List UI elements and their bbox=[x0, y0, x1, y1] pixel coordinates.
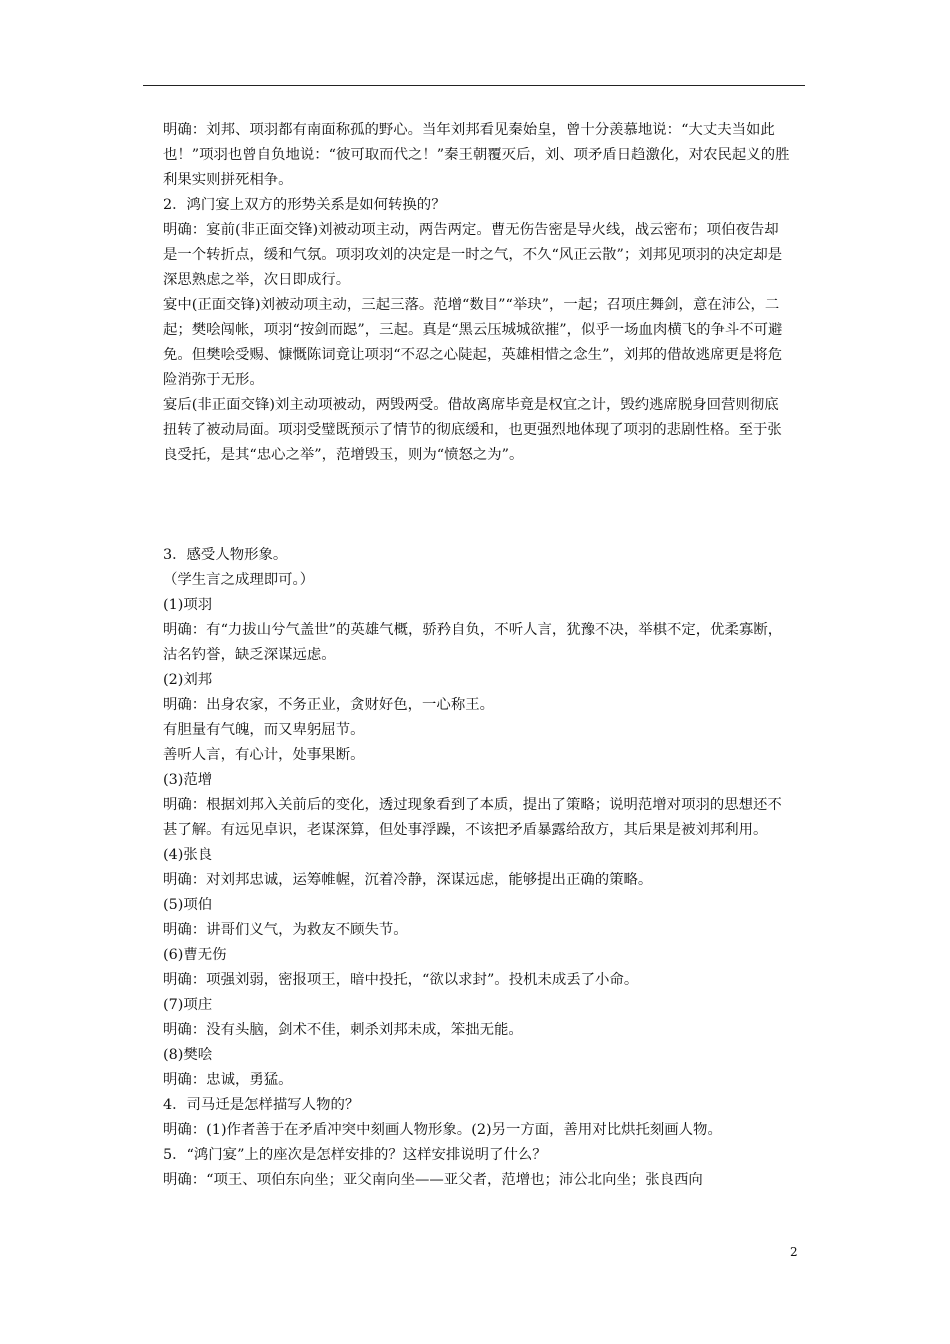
paragraph: 明确：出身农家，不务正业，贪财好色，一心称王。 bbox=[163, 697, 494, 713]
character-heading: (4)张良 bbox=[163, 847, 213, 863]
paragraph: 善听人言，有心计，处事果断。 bbox=[163, 747, 365, 763]
paragraph: 明确：刘邦、项羽都有南面称孤的野心。当年刘邦看见秦始皇，曾十分羡慕地说：“大丈夫当如此也！”项羽也曾自负地说：“彼可取而代之！”秦王朝覆灭后，刘、项矛盾日趋激化，对农民起义的胜利果实则拼死相争。 bbox=[163, 122, 790, 188]
paragraph: 明确：(1)作者善于在矛盾冲突中刻画人物形象。(2)另一方面，善用对比烘托刻画人物。 bbox=[163, 1122, 722, 1138]
document-body bbox=[163, 118, 793, 1193]
paragraph: 明确：没有头脑，剑术不佳，刺杀刘邦未成，笨拙无能。 bbox=[163, 1022, 523, 1038]
character-heading: (3)范增 bbox=[163, 772, 213, 788]
paragraph: 宴中(正面交锋)刘被动项主动，三起三落。范增“数目”“举玦”，一起；召项庄舞剑，意在沛公，二起；樊哙闯帐，项羽“按剑而跽”，三起。真是“黑云压城城欲摧”，似乎一场血肉横飞的争斗不可避免。但樊哙受赐、慷慨陈词竟让项羽“不忍之心陡起，英雄相惜之念生”，刘邦的借故逃席更是将危险消弥于无形。 bbox=[163, 297, 783, 388]
character-heading: (7)项庄 bbox=[163, 997, 213, 1013]
paragraph: 明确：忠诚，勇猛。 bbox=[163, 1072, 293, 1088]
paragraph: 明确：有“力拔山兮气盖世”的英雄气概，骄矜自负，不听人言，犹豫不决，举棋不定，优柔寡断，沽名钓誉，缺乏深谋远虑。 bbox=[163, 622, 783, 663]
question-heading: 5．“鸿门宴”上的座次是怎样安排的？这样安排说明了什么？ bbox=[163, 1147, 547, 1163]
character-heading: (1)项羽 bbox=[163, 597, 213, 613]
question-heading: 4．司马迁是怎样描写人物的？ bbox=[163, 1097, 360, 1113]
paragraph: 明确：讲哥们义气，为救友不顾失节。 bbox=[163, 922, 408, 938]
paragraph: 明确：根据刘邦入关前后的变化，透过现象看到了本质，提出了策略；说明范增对项羽的思想还不甚了解。有远见卓识，老谋深算，但处事浮躁，不该把矛盾暴露给敌方，其后果是被刘邦利用。 bbox=[163, 797, 782, 838]
paragraph: 有胆量有气魄，而又卑躬屈节。 bbox=[163, 722, 365, 738]
character-heading: (2)刘邦 bbox=[163, 672, 213, 688]
paragraph: 明确：宴前(非正面交锋)刘被动项主动，两告两定。曹无伤告密是导火线，战云密布；项伯夜告却是一个转折点，缓和气氛。项羽攻刘的决定是一时之气，不久“风正云散”；刘邦见项羽的决定却是深思熟虑之举，次日即成行。 bbox=[163, 222, 783, 288]
question-heading: 3．感受人物形象。 bbox=[163, 547, 288, 563]
paragraph: 明确：“项王、项伯东向坐；亚父南向坐——亚父者，范增也；沛公北向坐；张良西向 bbox=[163, 1172, 703, 1188]
character-heading: (6)曹无伤 bbox=[163, 947, 227, 963]
section-gap bbox=[163, 468, 793, 543]
header-rule bbox=[143, 85, 805, 86]
page-number: 2 bbox=[790, 1245, 798, 1259]
paragraph: 宴后(非正面交锋)刘主动项被动，两毁两受。借故离席毕竟是权宜之计，毁约逃席脱身回营则彻底扭转了被动局面。项羽受璧既预示了情节的彻底缓和，也更强烈地体现了项羽的悲剧性格。至于张良受托，是其“忠心之举”，范增毁玉，则为“愤怒之为”。 bbox=[163, 397, 782, 463]
note: （学生言之成理即可。） bbox=[163, 572, 315, 588]
paragraph: 明确：对刘邦忠诚，运筹帷幄，沉着冷静，深谋远虑，能够提出正确的策略。 bbox=[163, 872, 653, 888]
character-heading: (5)项伯 bbox=[163, 897, 213, 913]
paragraph: 明确：项强刘弱，密报项王，暗中投托，“欲以求封”。投机未成丢了小命。 bbox=[163, 972, 639, 988]
question-heading: 2．鸿门宴上双方的形势关系是如何转换的？ bbox=[163, 197, 446, 213]
character-heading: (8)樊哙 bbox=[163, 1047, 213, 1063]
